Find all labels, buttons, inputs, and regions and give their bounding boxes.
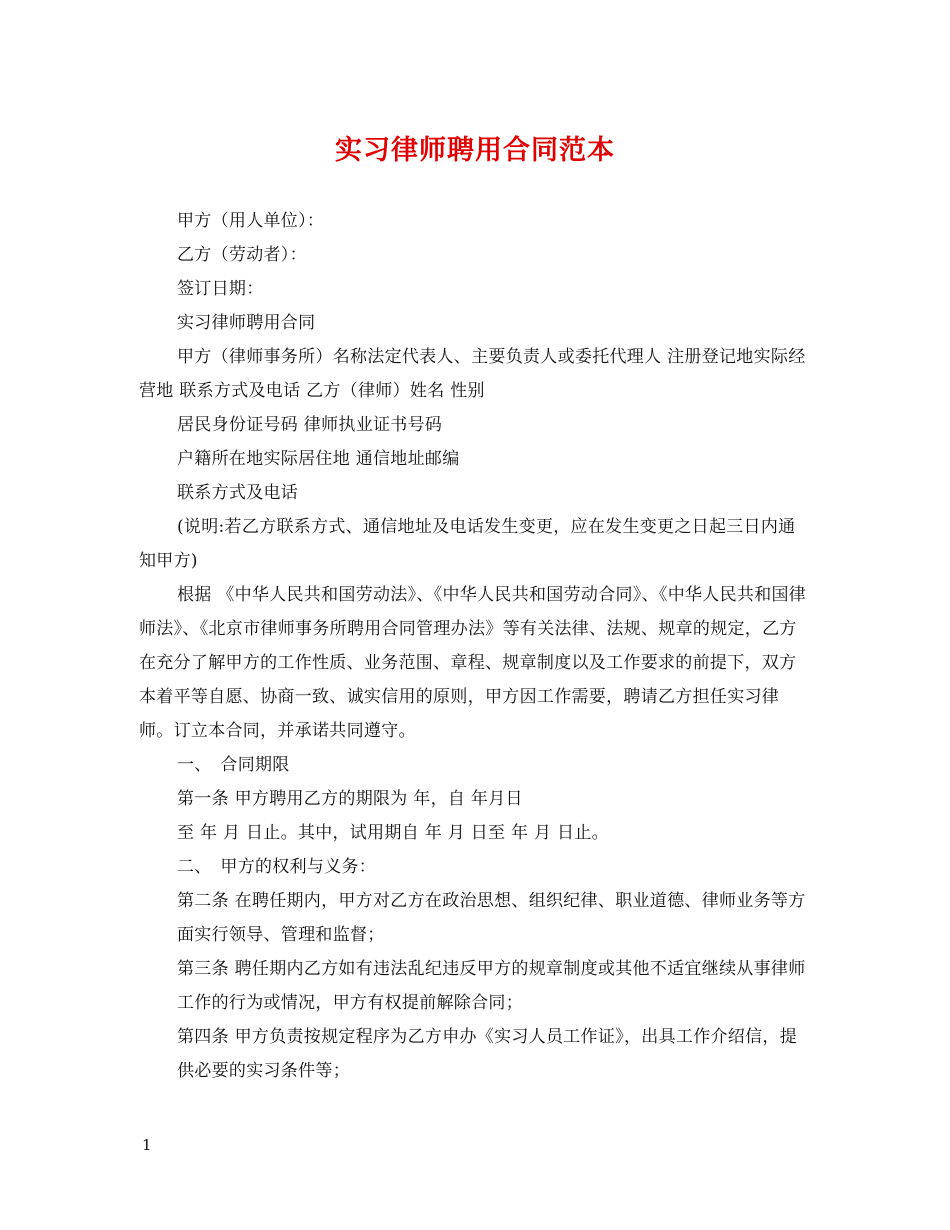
paragraph: 一、 合同期限 (177, 755, 290, 775)
paragraph: 第二条 在聘任期内，甲方对乙方在政治思想、组织纪律、职业道德、律师业务等方面实行领导、管理和监督； (177, 891, 806, 945)
paragraph: 第三条 聘任期内乙方如有违法乱纪违反甲方的规章制度或其他不适宜继续从事律师工作的行为或情况，甲方有权提前解除合同； (177, 959, 806, 1013)
paragraph: 根据 《中华人民共和国劳动法》、《中华人民共和国劳动合同》、《中华人民共和国律师法》、《北京市律师事务所聘用合同管理办法》等有关法律、法规、规章的规定，乙方在充分了解甲方的工作性质、业务范围、章程、规章制度以及工作要求的前提下，双方本着平等自愿、协商一致、诚实信用的原则，甲方因工作需要，聘请乙方担任实习律师。订立本合同，并承诺共同遵守。 (139, 585, 807, 741)
document-body (139, 204, 811, 1088)
paragraph: 第一条 甲方聘用乙方的期限为 年，自 年月日 (177, 789, 523, 809)
paragraph: 甲方（用人单位）： (177, 211, 325, 231)
paragraph: 联系方式及电话 (177, 483, 299, 503)
paragraph: (说明:若乙方联系方式、通信地址及电话发生变更，应在发生变更之日起三日内通知甲方) (139, 517, 796, 571)
paragraph: 二、 甲方的权利与义务： (177, 857, 377, 877)
paragraph: 签订日期： (177, 279, 264, 299)
page-number: 1 (142, 1136, 152, 1154)
paragraph: 至 年 月 日止。其中，试用期自 年 月 日至 年 月 日止。 (177, 823, 609, 843)
paragraph: 实习律师聘用合同 (177, 313, 316, 333)
paragraph: 居民身份证号码 律师执业证书号码 (177, 415, 443, 435)
paragraph: 第四条 甲方负责按规定程序为乙方申办《实习人员工作证》，出具工作介绍信，提供必要的实习条件等； (177, 1027, 798, 1081)
paragraph: 户籍所在地实际居住地 通信地址邮编 (177, 449, 460, 469)
paragraph: 乙方（劳动者）： (177, 245, 307, 265)
paragraph: 甲方（律师事务所）名称法定代表人、主要负责人或委托代理人 注册登记地实际经营地 联系方式及电话 乙方（律师）姓名 性别 (139, 347, 806, 401)
document-title: 实习律师聘用合同范本 (335, 135, 615, 166)
